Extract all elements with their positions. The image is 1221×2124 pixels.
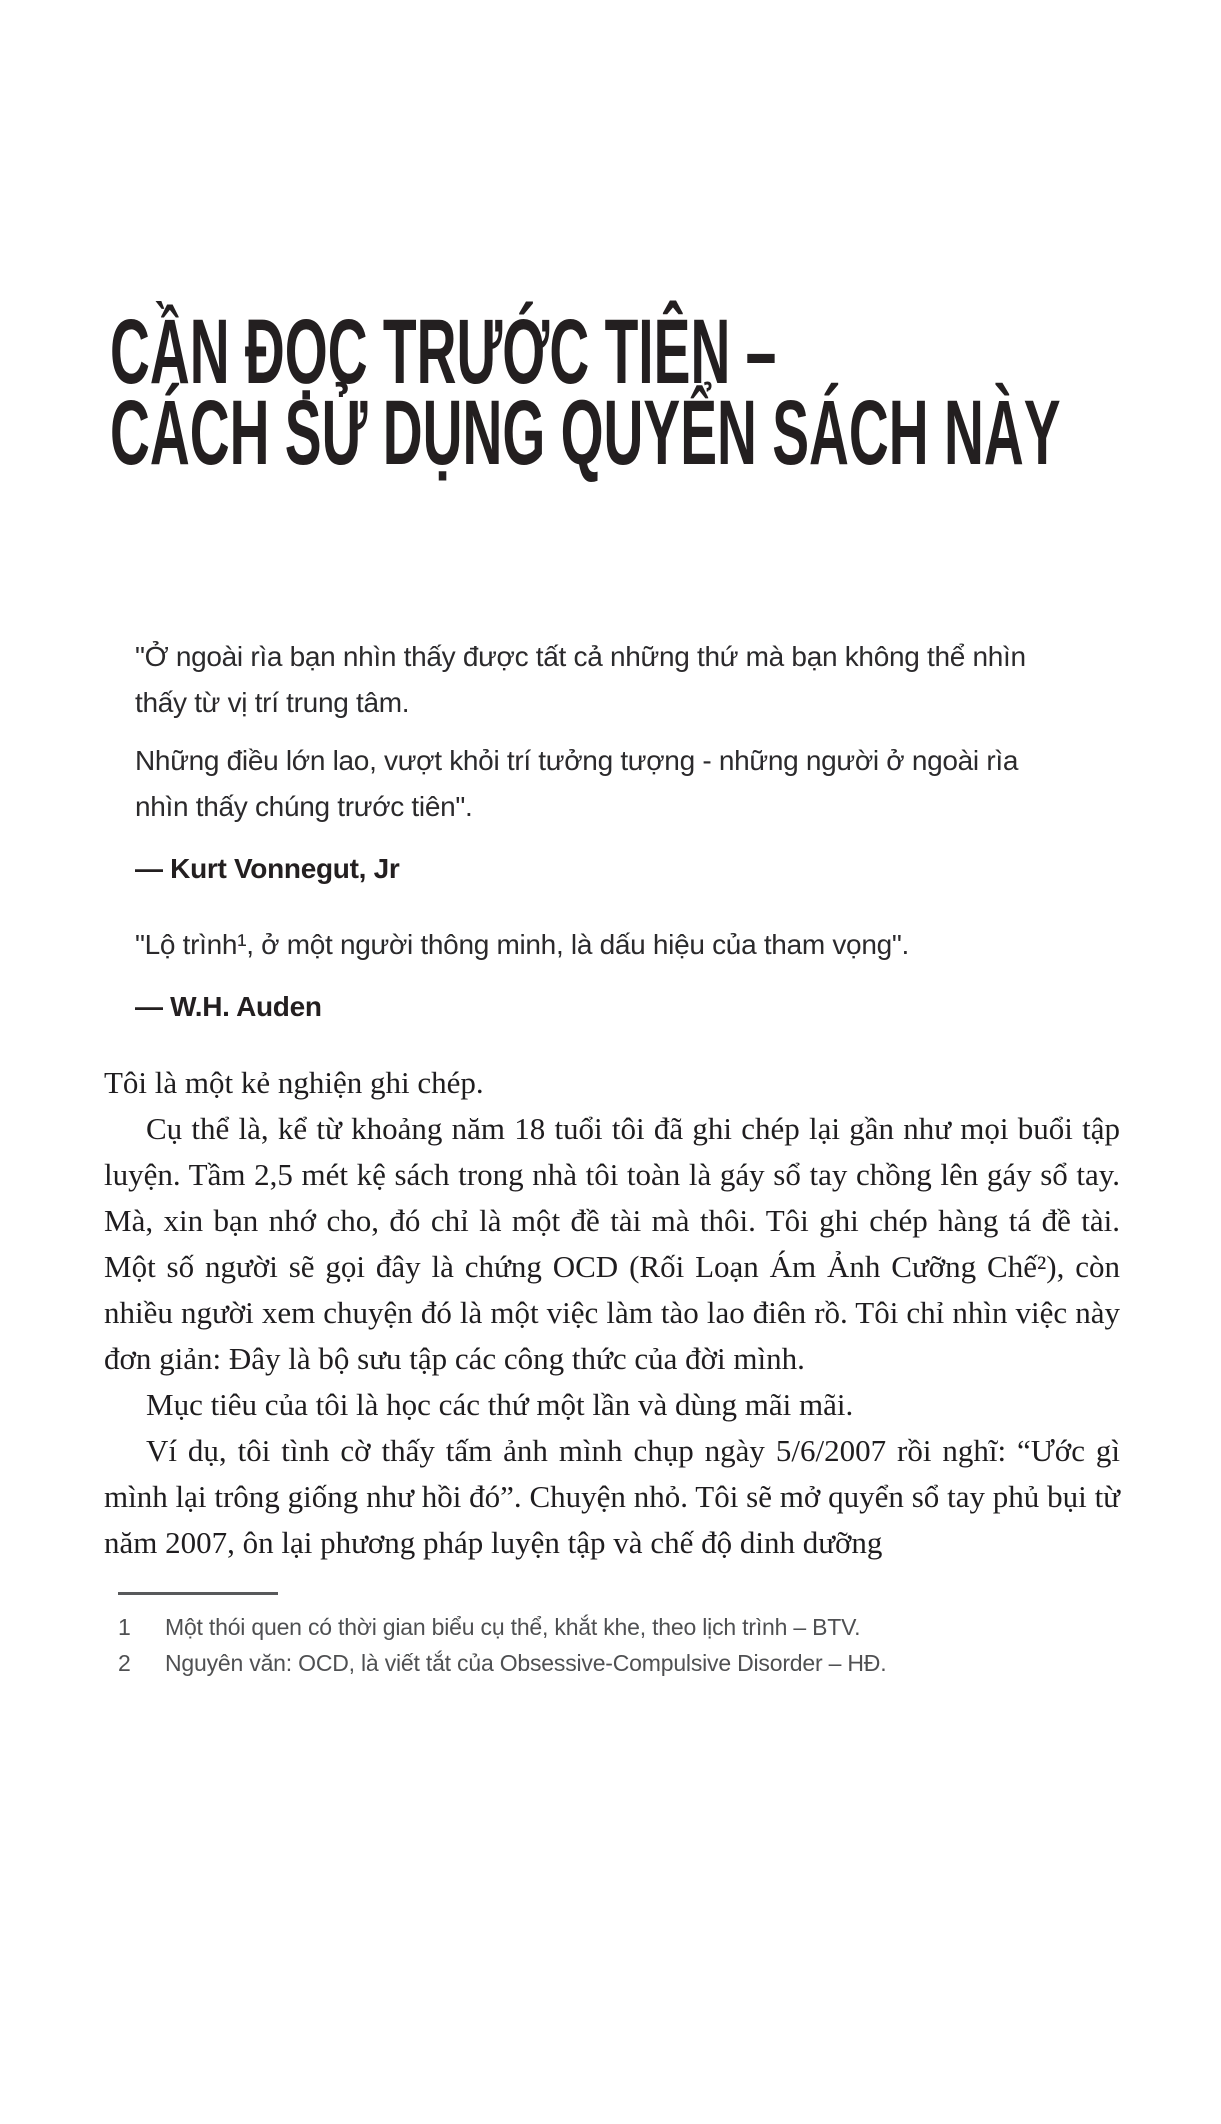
epigraph-section [104, 634, 1049, 1030]
footnote-2-text: Nguyên văn: OCD, là viết tắt của Obsessive-Compulsive Disorder – HĐ. [165, 1650, 887, 1676]
chapter-title-line1: CẦN ĐỌC TRƯỚC TIÊN – [110, 301, 777, 403]
body-paragraph-3: Mục tiêu của tôi là học các thứ một lần và dùng mãi mãi. [146, 1387, 854, 1422]
quote-vonnegut [135, 634, 1049, 892]
footnote-divider [118, 1592, 278, 1595]
footnote-1 [104, 1609, 1120, 1645]
quote-vonnegut-attribution: — Kurt Vonnegut, Jr [135, 853, 400, 884]
quote-auden-paragraph-1: "Lộ trình¹, ở một người thông minh, là dấu hiệu của tham vọng". [135, 929, 909, 960]
quote-vonnegut-paragraph-2: Những điều lớn lao, vượt khỏi trí tưởng tượng - những người ở ngoài rìa nhìn thấy chúng trước tiên". [135, 745, 1019, 822]
body-paragraph-1: Tôi là một kẻ nghiện ghi chép. [104, 1065, 484, 1100]
chapter-title-line2: CÁCH SỬ DỤNG QUYỂN SÁCH NÀY [110, 382, 1061, 484]
quote-auden-attribution: — W.H. Auden [135, 991, 322, 1022]
footnote-1-text: Một thói quen có thời gian biểu cụ thể, khắt khe, theo lịch trình – BTV. [165, 1614, 861, 1640]
footnote-2-number: 2 [118, 1650, 131, 1676]
book-page [0, 301, 1221, 2124]
footnote-section [104, 1592, 1120, 1681]
quote-auden [135, 922, 1049, 1030]
chapter-title [110, 301, 1120, 484]
chapter-body [104, 1060, 1120, 1566]
footnote-1-number: 1 [118, 1614, 131, 1640]
body-paragraph-2: Cụ thể là, kể từ khoảng năm 18 tuổi tôi đã ghi chép lại gần như mọi buổi tập luyện. Tầm 2,5 mét kệ sách trong nhà tôi toàn là gáy sổ tay chồng lên gáy sổ tay. Mà, xin bạn nhớ cho, đó chỉ là một đề tài mà thôi. Tôi ghi chép hàng tá đề tài. Một số người sẽ gọi đây là chứng OCD (Rối Loạn Ám Ảnh Cưỡng Chế²), còn nhiều người xem chuyện đó là một việc làm tào lao điên rồ. Tôi chỉ nhìn việc này đơn giản: Đây là bộ sưu tập các công thức của đời mình. [104, 1111, 1120, 1376]
quote-vonnegut-paragraph-1: "Ở ngoài rìa bạn nhìn thấy được tất cả những thứ mà bạn không thể nhìn thấy từ vị trí trung tâm. [135, 641, 1026, 718]
footnote-2 [104, 1645, 1120, 1681]
body-paragraph-4: Ví dụ, tôi tình cờ thấy tấm ảnh mình chụp ngày 5/6/2007 rồi nghĩ: “Ước gì mình lại trông giống như hồi đó”. Chuyện nhỏ. Tôi sẽ mở quyển sổ tay phủ bụi từ năm 2007, ôn lại phương pháp luyện tập và chế độ dinh dưỡng [104, 1433, 1120, 1560]
